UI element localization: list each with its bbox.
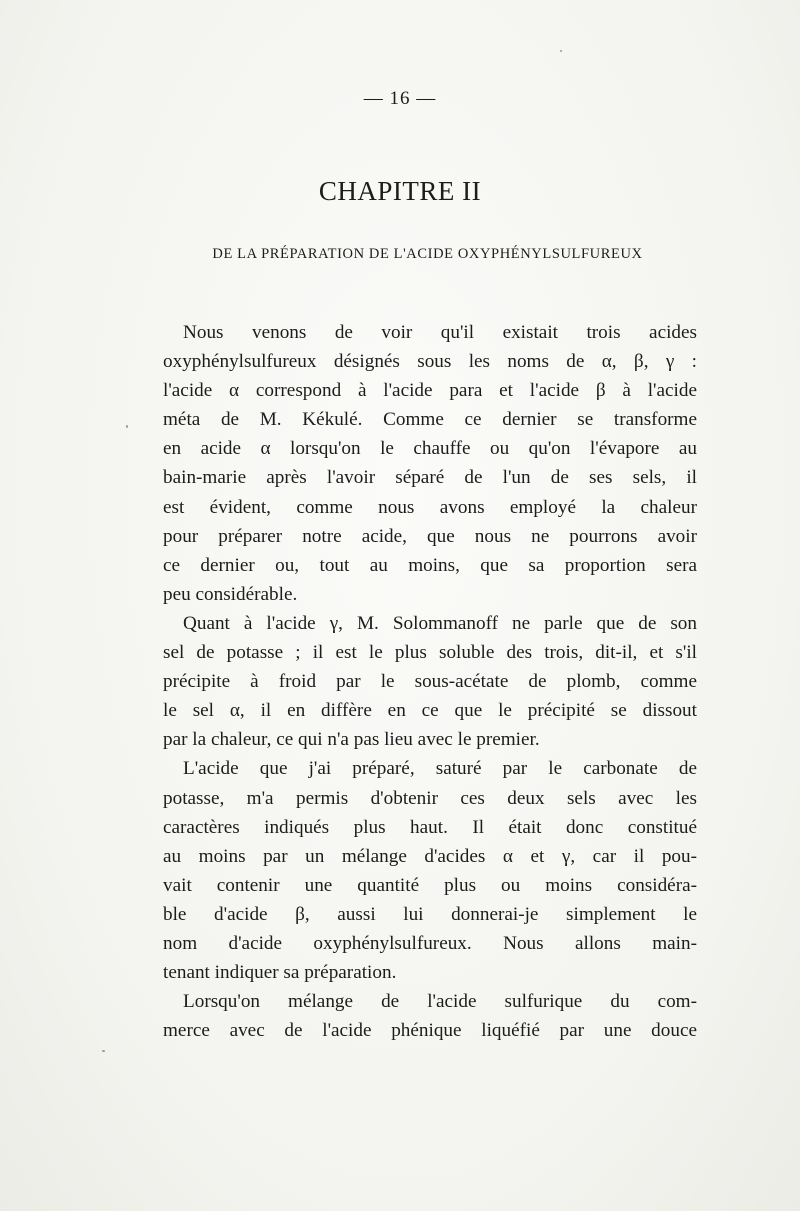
text-line: au moins par un mélange d'acides α et γ, car il pou- xyxy=(163,845,697,867)
paper-speck xyxy=(102,1050,105,1052)
text-line: par la chaleur, ce qui n'a pas lieu avec le premier. xyxy=(163,729,540,751)
body-text xyxy=(163,318,697,1045)
text-line: méta de M. Kékulé. Comme ce dernier se transforme xyxy=(163,409,697,431)
text-line: tenant indiquer sa préparation. xyxy=(163,962,397,984)
page-number: — 16 — xyxy=(363,88,437,109)
text-line: merce avec de l'acide phénique liquéfié par une douce xyxy=(163,1020,697,1042)
text-line: Nous venons de voir qu'il existait trois acides xyxy=(183,322,697,343)
text-line: nom d'acide oxyphénylsulfureux. Nous allons main- xyxy=(163,932,697,954)
paper-speck xyxy=(126,425,128,428)
text-line: caractères indiqués plus haut. Il était donc constitué xyxy=(163,816,697,838)
text-line: pour préparer notre acide, que nous ne pourrons avoir xyxy=(163,525,697,547)
text-line: est évident, comme nous avons employé la chaleur xyxy=(163,496,697,518)
text-line: précipite à froid par le sous-acétate de plomb, comme xyxy=(163,671,697,693)
text-line: vait contenir une quantité plus ou moins considéra- xyxy=(163,874,697,896)
paper-speck xyxy=(560,50,562,52)
text-line: Quant à l'acide γ, M. Solommanoff ne parle que de son xyxy=(183,612,697,634)
text-line: en acide α lorsqu'on le chauffe ou qu'on l'évapore au xyxy=(163,438,697,460)
text-line: oxyphénylsulfureux désignés sous les noms de α, β, γ : xyxy=(163,351,697,373)
text-line: bain-marie après l'avoir séparé de l'un de ses sels, il xyxy=(163,467,697,489)
text-line: le sel α, il en diffère en ce que le précipité se dissout xyxy=(163,700,697,722)
text-line: L'acide que j'ai préparé, saturé par le carbonate de xyxy=(183,758,697,780)
chapter-title: CHAPITRE II xyxy=(318,176,482,206)
text-line: l'acide α correspond à l'acide para et l'acide β à l'acide xyxy=(163,380,697,402)
text-line: potasse, m'a permis d'obtenir ces deux sels avec les xyxy=(163,787,697,809)
text-line: sel de potasse ; il est le plus soluble des trois, dit-il, et s'il xyxy=(163,642,697,664)
text-line: ble d'acide β, aussi lui donnerai-je simplement le xyxy=(163,903,697,925)
section-title: DE LA PRÉPARATION DE L'ACIDE OXYPHÉNYLSULFUREUX xyxy=(212,246,643,262)
text-line: peu considérable. xyxy=(163,583,298,605)
text-line: ce dernier ou, tout au moins, que sa proportion sera xyxy=(163,554,697,576)
text-line: Lorsqu'on mélange de l'acide sulfurique du com- xyxy=(183,991,697,1013)
